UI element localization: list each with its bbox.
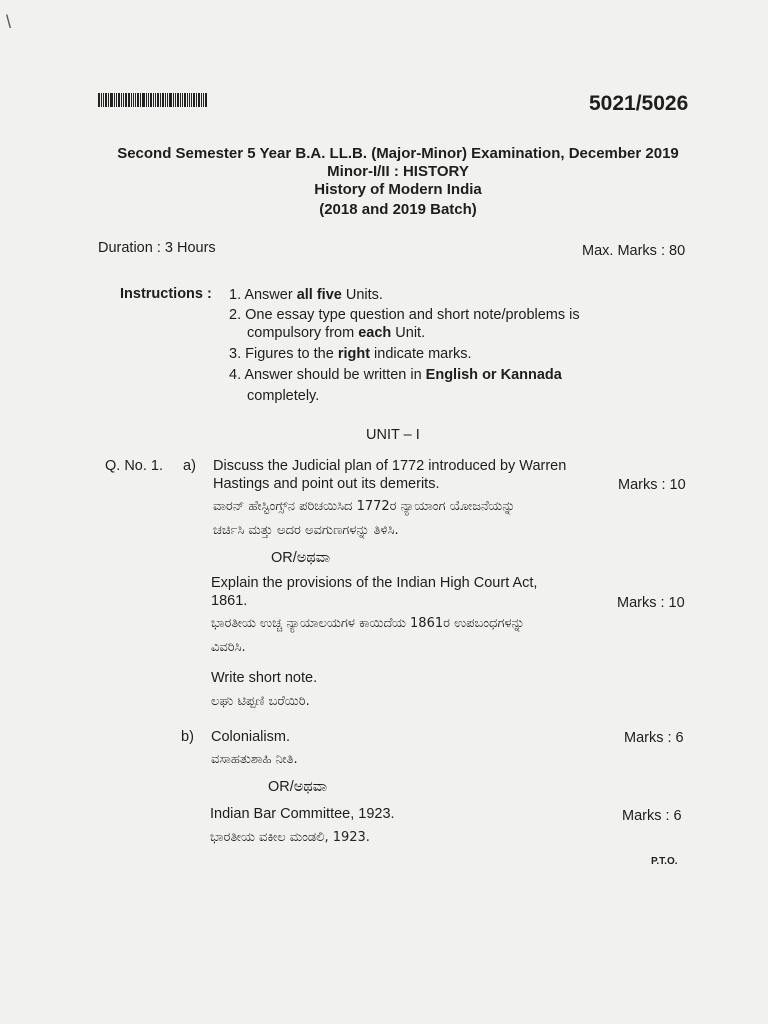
barcode-bar [101,93,102,107]
batch-line: (2018 and 2019 Batch) [319,201,477,218]
instruction-3-text: 3. Figures to the [229,346,338,362]
barcode-bar [114,93,115,107]
barcode-bar [162,93,164,107]
barcode-bar [140,93,141,107]
barcode-bar [167,93,168,107]
part-b-label: b) [181,729,194,745]
instruction-1-end: Units. [341,287,383,303]
barcode-bar [118,93,120,107]
paper-code: 5021/5026 [589,92,689,115]
subject-line: Minor-I/II : HISTORY [327,163,469,180]
barcode-bar [173,93,174,107]
or-separator-b: OR/ಅಥವಾ [268,779,328,795]
instruction-3-bold: right [337,346,371,362]
barcode-bar [157,93,159,107]
barcode-bar [135,93,136,107]
barcode-bar [103,93,104,107]
part-b-alt-kannada: ಭಾರತೀಯ ವಕೀಲ ಮಂಡಲಿ, 1923. [210,830,370,845]
barcode-bar [175,93,176,107]
duration: Duration : 3 Hours [98,240,216,256]
barcode-bar [196,93,197,107]
barcode-bar [191,93,192,107]
barcode-bar [184,93,186,107]
part-a-alt-marks: Marks : 10 [617,595,685,611]
instruction-2-bold: each [358,325,392,341]
part-a-marks: Marks : 10 [618,477,686,493]
part-b-alt-text: Indian Bar Committee, 1923. [210,806,395,822]
part-a-label: a) [183,458,196,474]
part-a-alt-kannada-1: ಭಾರತೀಯ ಉಚ್ಚ ನ್ಯಾಯಾಲಯಗಳ ಕಾಯಿದೆಯ 1861ರ ಉಪಬಂಧಗಳನ್ನು [211,616,525,631]
barcode [98,93,238,107]
barcode-bar [180,93,181,107]
part-b-kannada: ವಸಾಹತುಶಾಹಿ ನೀತಿ. [211,752,298,767]
part-b-text: Colonialism. [211,729,290,745]
barcode-bar [189,93,190,107]
corner-mark: \ [6,12,12,32]
barcode-bar [105,93,107,107]
barcode-bar [155,93,156,107]
barcode-bar [201,93,202,107]
instructions-label: Instructions : [120,286,212,302]
barcode-bar [187,93,188,107]
barcode-bar [146,93,147,107]
barcode-bar [116,93,117,107]
instruction-2-cont [247,325,425,341]
barcode-bar [125,93,127,107]
instruction-3-end: indicate marks. [370,346,472,362]
part-a-text-1: Discuss the Judicial plan of 1772 introduced by Warren [213,458,567,474]
barcode-bar [160,93,161,107]
instruction-1 [229,287,383,303]
barcode-bar [150,93,152,107]
part-a-kannada-2: ಚರ್ಚಿಸಿ ಮತ್ತು ಅದರ ಅವಗುಣಗಳನ್ನು ತಿಳಿಸಿ. [213,523,399,538]
short-note-heading: Write short note. [211,670,318,686]
barcode-bar [123,93,124,107]
or-separator-a: OR/ಅಥವಾ [271,550,331,566]
max-marks: Max. Marks : 80 [582,243,686,259]
barcode-bar [203,93,204,107]
instruction-4 [229,367,562,383]
barcode-bar [177,93,179,107]
instruction-4-bold: English or Kannada [425,367,562,383]
part-a-alt-text-1: Explain the provisions of the Indian High Court Act, [211,575,538,591]
unit-heading: UNIT – I [366,427,420,443]
barcode-bar [108,93,109,107]
barcode-bar [137,93,139,107]
barcode-bar [128,93,130,107]
instruction-2-text: compulsory from [247,325,359,341]
part-a-kannada-1: ವಾರನ್ ಹೇಸ್ಟಿಂಗ್ಸ್‌ನ ಪರಿಚಯಿಸಿದ 1772ರ ನ್ಯಾಯಾಂಗ ಯೋಜನೆಯನ್ನು [213,499,516,514]
paper-title: History of Modern India [314,181,482,198]
instruction-2: 2. One essay type question and short note/problems is [229,307,580,323]
barcode-bar [182,93,183,107]
pto: P.T.O. [651,856,678,867]
barcode-bar [131,93,132,107]
instruction-2-end: Unit. [391,325,426,341]
exam-title: Second Semester 5 Year B.A. LL.B. (Major-Minor) Examination, December 2019 [117,145,679,162]
part-b-alt-marks: Marks : 6 [622,808,682,824]
barcode-bar [198,93,200,107]
instruction-1-text: 1. Answer [229,287,297,303]
instruction-3 [229,346,472,362]
part-a-text-2: Hastings and point out its demerits. [213,476,440,492]
barcode-bar [98,93,100,107]
part-a-alt-kannada-2: ವಿವರಿಸಿ. [211,640,246,655]
barcode-bar [205,93,207,107]
barcode-bar [193,93,195,107]
part-a-alt-text-2: 1861. [211,593,248,609]
instruction-1-bold: all five [296,287,342,303]
barcode-bar [142,93,145,107]
barcode-bar [169,93,172,107]
barcode-bar [148,93,149,107]
barcode-bar [153,93,154,107]
short-note-kannada: ಲಘು ಟಿಪ್ಪಣಿ ಬರೆಯಿರಿ. [211,694,310,709]
question-number: Q. No. 1. [105,458,164,474]
part-b-marks: Marks : 6 [624,730,684,746]
barcode-bar [165,93,166,107]
barcode-bar [133,93,134,107]
instruction-4-cont: completely. [247,388,320,404]
barcode-bar [110,93,113,107]
barcode-bar [121,93,122,107]
instruction-4-text: 4. Answer should be written in [229,367,426,383]
